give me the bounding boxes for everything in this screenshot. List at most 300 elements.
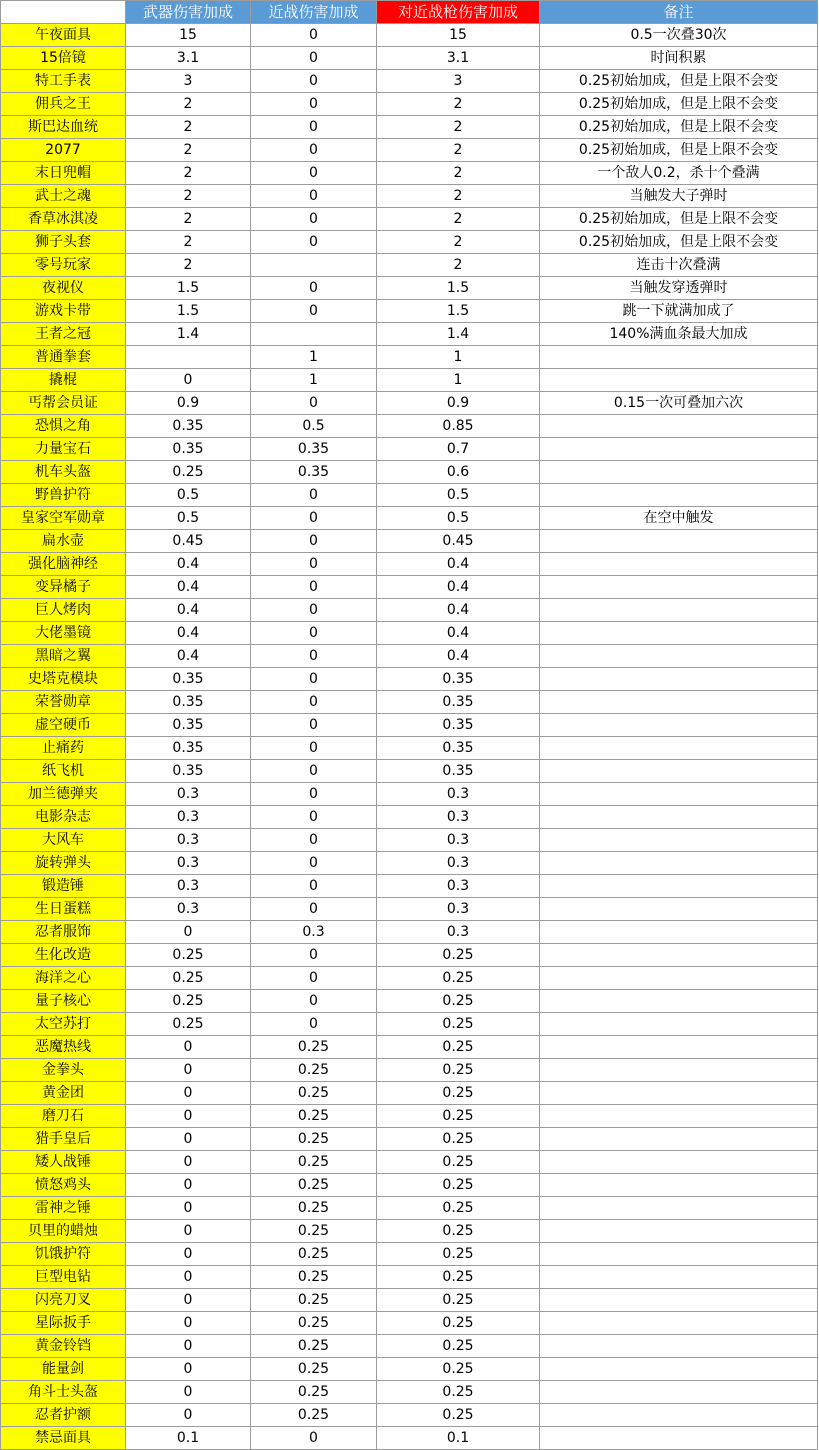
melee-damage-cell[interactable]: 0.25 [251, 1151, 377, 1174]
item-name-cell[interactable]: 贝里的蜡烛 [1, 1220, 126, 1243]
gun-melee-damage-cell[interactable]: 2 [377, 208, 540, 231]
item-name-cell[interactable]: 野兽护符 [1, 484, 126, 507]
melee-damage-cell[interactable]: 0 [251, 24, 377, 47]
note-cell[interactable] [540, 1427, 818, 1450]
header-weapon-damage[interactable]: 武器伤害加成 [126, 1, 251, 24]
item-name-cell[interactable]: 矮人战锤 [1, 1151, 126, 1174]
gun-melee-damage-cell[interactable]: 0.25 [377, 1151, 540, 1174]
gun-melee-damage-cell[interactable]: 2 [377, 231, 540, 254]
melee-damage-cell[interactable]: 0 [251, 806, 377, 829]
gun-melee-damage-cell[interactable]: 0.7 [377, 438, 540, 461]
note-cell[interactable] [540, 438, 818, 461]
item-name-cell[interactable]: 恶魔热线 [1, 1036, 126, 1059]
note-cell[interactable]: 0.15一次可叠加六次 [540, 392, 818, 415]
weapon-damage-cell[interactable]: 0.3 [126, 806, 251, 829]
note-cell[interactable]: 当触发大子弹时 [540, 185, 818, 208]
item-name-cell[interactable]: 量子核心 [1, 990, 126, 1013]
gun-melee-damage-cell[interactable]: 0.4 [377, 645, 540, 668]
item-name-cell[interactable]: 忍者服饰 [1, 921, 126, 944]
gun-melee-damage-cell[interactable]: 0.3 [377, 875, 540, 898]
gun-melee-damage-cell[interactable]: 0.25 [377, 1312, 540, 1335]
note-cell[interactable]: 140%满血条最大加成 [540, 323, 818, 346]
item-name-cell[interactable]: 史塔克模块 [1, 668, 126, 691]
item-name-cell[interactable]: 大风车 [1, 829, 126, 852]
weapon-damage-cell[interactable]: 2 [126, 254, 251, 277]
melee-damage-cell[interactable]: 0 [251, 484, 377, 507]
gun-melee-damage-cell[interactable]: 2 [377, 185, 540, 208]
weapon-damage-cell[interactable]: 0 [126, 1059, 251, 1082]
gun-melee-damage-cell[interactable]: 0.25 [377, 1036, 540, 1059]
gun-melee-damage-cell[interactable]: 0.25 [377, 1128, 540, 1151]
item-name-cell[interactable]: 皇家空军勋章 [1, 507, 126, 530]
note-cell[interactable] [540, 1013, 818, 1036]
item-name-cell[interactable]: 星际扳手 [1, 1312, 126, 1335]
melee-damage-cell[interactable]: 0.25 [251, 1404, 377, 1427]
note-cell[interactable] [540, 1312, 818, 1335]
item-name-cell[interactable]: 丐帮会员证 [1, 392, 126, 415]
gun-melee-damage-cell[interactable]: 1 [377, 346, 540, 369]
item-name-cell[interactable]: 佣兵之王 [1, 93, 126, 116]
gun-melee-damage-cell[interactable]: 0.25 [377, 1174, 540, 1197]
melee-damage-cell[interactable]: 0.25 [251, 1335, 377, 1358]
weapon-damage-cell[interactable]: 0.25 [126, 461, 251, 484]
melee-damage-cell[interactable]: 0 [251, 139, 377, 162]
weapon-damage-cell[interactable]: 0 [126, 1335, 251, 1358]
note-cell[interactable] [540, 967, 818, 990]
gun-melee-damage-cell[interactable]: 0.6 [377, 461, 540, 484]
melee-damage-cell[interactable]: 0.25 [251, 1243, 377, 1266]
weapon-damage-cell[interactable]: 0 [126, 369, 251, 392]
note-cell[interactable] [540, 1404, 818, 1427]
gun-melee-damage-cell[interactable]: 0.25 [377, 1243, 540, 1266]
gun-melee-damage-cell[interactable]: 0.35 [377, 737, 540, 760]
note-cell[interactable] [540, 783, 818, 806]
melee-damage-cell[interactable]: 0 [251, 93, 377, 116]
item-name-cell[interactable]: 雷神之锤 [1, 1197, 126, 1220]
melee-damage-cell[interactable]: 0 [251, 829, 377, 852]
melee-damage-cell[interactable]: 0.25 [251, 1220, 377, 1243]
gun-melee-damage-cell[interactable]: 0.9 [377, 392, 540, 415]
note-cell[interactable] [540, 898, 818, 921]
note-cell[interactable] [540, 1105, 818, 1128]
note-cell[interactable]: 0.25初始加成，但是上限不会变 [540, 208, 818, 231]
item-name-cell[interactable]: 末日兜帽 [1, 162, 126, 185]
header-note[interactable]: 备注 [540, 1, 818, 24]
item-name-cell[interactable]: 武士之魂 [1, 185, 126, 208]
gun-melee-damage-cell[interactable]: 0.25 [377, 1197, 540, 1220]
gun-melee-damage-cell[interactable]: 2 [377, 162, 540, 185]
note-cell[interactable] [540, 1082, 818, 1105]
weapon-damage-cell[interactable]: 2 [126, 208, 251, 231]
item-name-cell[interactable]: 巨人烤肉 [1, 599, 126, 622]
note-cell[interactable]: 0.25初始加成，但是上限不会变 [540, 70, 818, 93]
weapon-damage-cell[interactable]: 2 [126, 139, 251, 162]
weapon-damage-cell[interactable]: 0.35 [126, 438, 251, 461]
weapon-damage-cell[interactable]: 2 [126, 185, 251, 208]
weapon-damage-cell[interactable]: 0.3 [126, 875, 251, 898]
weapon-damage-cell[interactable]: 0.25 [126, 967, 251, 990]
note-cell[interactable] [540, 921, 818, 944]
gun-melee-damage-cell[interactable]: 0.1 [377, 1427, 540, 1450]
gun-melee-damage-cell[interactable]: 1.4 [377, 323, 540, 346]
note-cell[interactable] [540, 944, 818, 967]
gun-melee-damage-cell[interactable]: 0.4 [377, 576, 540, 599]
melee-damage-cell[interactable]: 0.25 [251, 1174, 377, 1197]
note-cell[interactable] [540, 829, 818, 852]
note-cell[interactable]: 0.25初始加成，但是上限不会变 [540, 231, 818, 254]
weapon-damage-cell[interactable]: 0 [126, 1289, 251, 1312]
weapon-damage-cell[interactable]: 0.3 [126, 852, 251, 875]
item-name-cell[interactable]: 闪亮刀叉 [1, 1289, 126, 1312]
melee-damage-cell[interactable]: 0 [251, 737, 377, 760]
weapon-damage-cell[interactable]: 15 [126, 24, 251, 47]
melee-damage-cell[interactable]: 0 [251, 622, 377, 645]
gun-melee-damage-cell[interactable]: 0.35 [377, 714, 540, 737]
item-name-cell[interactable]: 加兰德弹夹 [1, 783, 126, 806]
item-name-cell[interactable]: 荣誉勋章 [1, 691, 126, 714]
item-name-cell[interactable]: 15倍镜 [1, 47, 126, 70]
melee-damage-cell[interactable]: 0 [251, 967, 377, 990]
gun-melee-damage-cell[interactable]: 0.4 [377, 622, 540, 645]
weapon-damage-cell[interactable]: 1.5 [126, 300, 251, 323]
item-name-cell[interactable]: 生日蛋糕 [1, 898, 126, 921]
weapon-damage-cell[interactable]: 0 [126, 1151, 251, 1174]
melee-damage-cell[interactable]: 0.35 [251, 438, 377, 461]
item-name-cell[interactable]: 忍者护额 [1, 1404, 126, 1427]
note-cell[interactable] [540, 691, 818, 714]
gun-melee-damage-cell[interactable]: 0.3 [377, 898, 540, 921]
melee-damage-cell[interactable]: 0 [251, 185, 377, 208]
melee-damage-cell[interactable]: 0.25 [251, 1381, 377, 1404]
gun-melee-damage-cell[interactable]: 0.25 [377, 1059, 540, 1082]
gun-melee-damage-cell[interactable]: 0.25 [377, 1266, 540, 1289]
weapon-damage-cell[interactable]: 0.5 [126, 507, 251, 530]
weapon-damage-cell[interactable]: 3.1 [126, 47, 251, 70]
item-name-cell[interactable]: 撬棍 [1, 369, 126, 392]
gun-melee-damage-cell[interactable]: 0.25 [377, 1082, 540, 1105]
melee-damage-cell[interactable]: 0 [251, 714, 377, 737]
item-name-cell[interactable]: 2077 [1, 139, 126, 162]
melee-damage-cell[interactable]: 0 [251, 208, 377, 231]
note-cell[interactable] [540, 714, 818, 737]
weapon-damage-cell[interactable]: 0 [126, 1404, 251, 1427]
gun-melee-damage-cell[interactable]: 0.35 [377, 691, 540, 714]
weapon-damage-cell[interactable]: 0 [126, 1105, 251, 1128]
note-cell[interactable] [540, 530, 818, 553]
item-name-cell[interactable]: 旋转弹头 [1, 852, 126, 875]
item-name-cell[interactable]: 海洋之心 [1, 967, 126, 990]
note-cell[interactable] [540, 553, 818, 576]
weapon-damage-cell[interactable]: 0.45 [126, 530, 251, 553]
weapon-damage-cell[interactable]: 0.4 [126, 576, 251, 599]
note-cell[interactable] [540, 1197, 818, 1220]
weapon-damage-cell[interactable]: 0 [126, 1197, 251, 1220]
gun-melee-damage-cell[interactable]: 0.25 [377, 1013, 540, 1036]
weapon-damage-cell[interactable]: 0 [126, 1243, 251, 1266]
melee-damage-cell[interactable]: 0.25 [251, 1036, 377, 1059]
item-name-cell[interactable]: 夜视仪 [1, 277, 126, 300]
item-name-cell[interactable]: 太空苏打 [1, 1013, 126, 1036]
weapon-damage-cell[interactable]: 3 [126, 70, 251, 93]
note-cell[interactable] [540, 346, 818, 369]
item-name-cell[interactable]: 禁忌面具 [1, 1427, 126, 1450]
melee-damage-cell[interactable]: 0.25 [251, 1312, 377, 1335]
weapon-damage-cell[interactable]: 0 [126, 921, 251, 944]
gun-melee-damage-cell[interactable]: 15 [377, 24, 540, 47]
note-cell[interactable]: 0.25初始加成，但是上限不会变 [540, 139, 818, 162]
gun-melee-damage-cell[interactable]: 0.25 [377, 1381, 540, 1404]
note-cell[interactable] [540, 1289, 818, 1312]
note-cell[interactable]: 连击十次叠满 [540, 254, 818, 277]
item-name-cell[interactable]: 普通拳套 [1, 346, 126, 369]
item-name-cell[interactable]: 强化脑神经 [1, 553, 126, 576]
item-name-cell[interactable]: 巨型电钻 [1, 1266, 126, 1289]
item-name-cell[interactable]: 角斗士头盔 [1, 1381, 126, 1404]
melee-damage-cell[interactable]: 0.25 [251, 1082, 377, 1105]
melee-damage-cell[interactable]: 0.5 [251, 415, 377, 438]
weapon-damage-cell[interactable]: 0.35 [126, 760, 251, 783]
weapon-damage-cell[interactable]: 0.1 [126, 1427, 251, 1450]
corner-cell[interactable] [1, 1, 126, 24]
weapon-damage-cell[interactable]: 0 [126, 1128, 251, 1151]
weapon-damage-cell[interactable]: 0.3 [126, 898, 251, 921]
item-name-cell[interactable]: 大佬墨镜 [1, 622, 126, 645]
weapon-damage-cell[interactable]: 0.25 [126, 944, 251, 967]
note-cell[interactable]: 0.5一次叠30次 [540, 24, 818, 47]
note-cell[interactable]: 0.25初始加成，但是上限不会变 [540, 93, 818, 116]
melee-damage-cell[interactable]: 0.3 [251, 921, 377, 944]
gun-melee-damage-cell[interactable]: 0.3 [377, 829, 540, 852]
item-name-cell[interactable]: 生化改造 [1, 944, 126, 967]
gun-melee-damage-cell[interactable]: 0.3 [377, 852, 540, 875]
melee-damage-cell[interactable]: 0.25 [251, 1105, 377, 1128]
melee-damage-cell[interactable]: 0 [251, 852, 377, 875]
note-cell[interactable] [540, 668, 818, 691]
melee-damage-cell[interactable]: 0 [251, 760, 377, 783]
note-cell[interactable]: 在空中触发 [540, 507, 818, 530]
item-name-cell[interactable]: 午夜面具 [1, 24, 126, 47]
melee-damage-cell[interactable]: 1 [251, 369, 377, 392]
weapon-damage-cell[interactable]: 0.35 [126, 415, 251, 438]
melee-damage-cell[interactable]: 0 [251, 116, 377, 139]
item-name-cell[interactable]: 香草冰淇凌 [1, 208, 126, 231]
weapon-damage-cell[interactable]: 0.3 [126, 829, 251, 852]
gun-melee-damage-cell[interactable]: 2 [377, 139, 540, 162]
weapon-damage-cell[interactable]: 0 [126, 1312, 251, 1335]
gun-melee-damage-cell[interactable]: 0.4 [377, 553, 540, 576]
item-name-cell[interactable]: 猎手皇后 [1, 1128, 126, 1151]
note-cell[interactable] [540, 760, 818, 783]
melee-damage-cell[interactable]: 0 [251, 875, 377, 898]
weapon-damage-cell[interactable]: 0.3 [126, 783, 251, 806]
gun-melee-damage-cell[interactable]: 1 [377, 369, 540, 392]
gun-melee-damage-cell[interactable]: 0.25 [377, 1289, 540, 1312]
melee-damage-cell[interactable]: 0.25 [251, 1128, 377, 1151]
weapon-damage-cell[interactable]: 0.9 [126, 392, 251, 415]
note-cell[interactable] [540, 1128, 818, 1151]
item-name-cell[interactable]: 游戏卡带 [1, 300, 126, 323]
gun-melee-damage-cell[interactable]: 2 [377, 93, 540, 116]
gun-melee-damage-cell[interactable]: 0.3 [377, 783, 540, 806]
weapon-damage-cell[interactable]: 0.4 [126, 645, 251, 668]
note-cell[interactable]: 当触发穿透弹时 [540, 277, 818, 300]
melee-damage-cell[interactable]: 0 [251, 162, 377, 185]
item-name-cell[interactable]: 特工手表 [1, 70, 126, 93]
gun-melee-damage-cell[interactable]: 1.5 [377, 277, 540, 300]
melee-damage-cell[interactable]: 0 [251, 530, 377, 553]
weapon-damage-cell[interactable]: 0.5 [126, 484, 251, 507]
note-cell[interactable] [540, 1036, 818, 1059]
note-cell[interactable] [540, 461, 818, 484]
melee-damage-cell[interactable]: 0 [251, 553, 377, 576]
item-name-cell[interactable]: 止痛药 [1, 737, 126, 760]
item-name-cell[interactable]: 愤怒鸡头 [1, 1174, 126, 1197]
item-name-cell[interactable]: 零号玩家 [1, 254, 126, 277]
item-name-cell[interactable]: 金拳头 [1, 1059, 126, 1082]
gun-melee-damage-cell[interactable]: 0.25 [377, 967, 540, 990]
weapon-damage-cell[interactable]: 0.35 [126, 737, 251, 760]
weapon-damage-cell[interactable]: 0.35 [126, 668, 251, 691]
note-cell[interactable] [540, 599, 818, 622]
weapon-damage-cell[interactable]: 0 [126, 1174, 251, 1197]
note-cell[interactable]: 一个敌人0.2，杀十个叠满 [540, 162, 818, 185]
gun-melee-damage-cell[interactable]: 0.25 [377, 1358, 540, 1381]
gun-melee-damage-cell[interactable]: 0.35 [377, 760, 540, 783]
gun-melee-damage-cell[interactable]: 0.5 [377, 507, 540, 530]
item-name-cell[interactable]: 斯巴达血统 [1, 116, 126, 139]
item-name-cell[interactable]: 饥饿护符 [1, 1243, 126, 1266]
weapon-damage-cell[interactable]: 2 [126, 231, 251, 254]
note-cell[interactable] [540, 576, 818, 599]
melee-damage-cell[interactable]: 0.25 [251, 1266, 377, 1289]
melee-damage-cell[interactable]: 0 [251, 691, 377, 714]
note-cell[interactable] [540, 1151, 818, 1174]
gun-melee-damage-cell[interactable]: 2 [377, 254, 540, 277]
melee-damage-cell[interactable] [251, 254, 377, 277]
gun-melee-damage-cell[interactable]: 0.85 [377, 415, 540, 438]
melee-damage-cell[interactable] [251, 323, 377, 346]
note-cell[interactable] [540, 852, 818, 875]
gun-melee-damage-cell[interactable]: 0.5 [377, 484, 540, 507]
gun-melee-damage-cell[interactable]: 0.35 [377, 668, 540, 691]
gun-melee-damage-cell[interactable]: 0.25 [377, 1404, 540, 1427]
weapon-damage-cell[interactable]: 0 [126, 1036, 251, 1059]
note-cell[interactable] [540, 1059, 818, 1082]
weapon-damage-cell[interactable]: 2 [126, 116, 251, 139]
melee-damage-cell[interactable]: 0 [251, 944, 377, 967]
note-cell[interactable] [540, 875, 818, 898]
item-name-cell[interactable]: 扁水壶 [1, 530, 126, 553]
melee-damage-cell[interactable]: 0 [251, 576, 377, 599]
gun-melee-damage-cell[interactable]: 0.25 [377, 1220, 540, 1243]
weapon-damage-cell[interactable]: 0.25 [126, 1013, 251, 1036]
weapon-damage-cell[interactable]: 1.4 [126, 323, 251, 346]
gun-melee-damage-cell[interactable]: 0.25 [377, 990, 540, 1013]
gun-melee-damage-cell[interactable]: 0.25 [377, 944, 540, 967]
melee-damage-cell[interactable]: 0.35 [251, 461, 377, 484]
item-name-cell[interactable]: 狮子头套 [1, 231, 126, 254]
weapon-damage-cell[interactable]: 0.4 [126, 599, 251, 622]
note-cell[interactable]: 时间积累 [540, 47, 818, 70]
note-cell[interactable] [540, 415, 818, 438]
weapon-damage-cell[interactable]: 0 [126, 1381, 251, 1404]
gun-melee-damage-cell[interactable]: 0.25 [377, 1335, 540, 1358]
note-cell[interactable] [540, 1358, 818, 1381]
melee-damage-cell[interactable]: 0 [251, 1013, 377, 1036]
note-cell[interactable] [540, 1243, 818, 1266]
gun-melee-damage-cell[interactable]: 0.45 [377, 530, 540, 553]
note-cell[interactable] [540, 622, 818, 645]
melee-damage-cell[interactable]: 0 [251, 47, 377, 70]
gun-melee-damage-cell[interactable]: 3.1 [377, 47, 540, 70]
item-name-cell[interactable]: 电影杂志 [1, 806, 126, 829]
header-gun-melee-damage[interactable]: 对近战枪伤害加成 [377, 1, 540, 24]
weapon-damage-cell[interactable]: 0.35 [126, 714, 251, 737]
melee-damage-cell[interactable]: 0.25 [251, 1059, 377, 1082]
melee-damage-cell[interactable]: 0 [251, 783, 377, 806]
gun-melee-damage-cell[interactable]: 2 [377, 116, 540, 139]
note-cell[interactable] [540, 484, 818, 507]
melee-damage-cell[interactable]: 0 [251, 231, 377, 254]
item-name-cell[interactable]: 力量宝石 [1, 438, 126, 461]
note-cell[interactable] [540, 1381, 818, 1404]
melee-damage-cell[interactable]: 0 [251, 1427, 377, 1450]
melee-damage-cell[interactable]: 0 [251, 898, 377, 921]
item-name-cell[interactable]: 王者之冠 [1, 323, 126, 346]
melee-damage-cell[interactable]: 0.25 [251, 1289, 377, 1312]
note-cell[interactable] [540, 369, 818, 392]
note-cell[interactable] [540, 806, 818, 829]
item-name-cell[interactable]: 黄金铃铛 [1, 1335, 126, 1358]
note-cell[interactable] [540, 1335, 818, 1358]
weapon-damage-cell[interactable]: 0 [126, 1358, 251, 1381]
weapon-damage-cell[interactable]: 1.5 [126, 277, 251, 300]
item-name-cell[interactable]: 黑暗之翼 [1, 645, 126, 668]
melee-damage-cell[interactable]: 0 [251, 990, 377, 1013]
gun-melee-damage-cell[interactable]: 3 [377, 70, 540, 93]
gun-melee-damage-cell[interactable]: 1.5 [377, 300, 540, 323]
weapon-damage-cell[interactable]: 0 [126, 1220, 251, 1243]
melee-damage-cell[interactable]: 0.25 [251, 1358, 377, 1381]
note-cell[interactable] [540, 1266, 818, 1289]
note-cell[interactable] [540, 645, 818, 668]
item-name-cell[interactable]: 黄金团 [1, 1082, 126, 1105]
weapon-damage-cell[interactable]: 0 [126, 1082, 251, 1105]
melee-damage-cell[interactable]: 0 [251, 668, 377, 691]
note-cell[interactable] [540, 737, 818, 760]
weapon-damage-cell[interactable]: 0.4 [126, 622, 251, 645]
gun-melee-damage-cell[interactable]: 0.3 [377, 806, 540, 829]
melee-damage-cell[interactable]: 0 [251, 392, 377, 415]
item-name-cell[interactable]: 纸飞机 [1, 760, 126, 783]
melee-damage-cell[interactable]: 0 [251, 70, 377, 93]
item-name-cell[interactable]: 磨刀石 [1, 1105, 126, 1128]
melee-damage-cell[interactable]: 0 [251, 507, 377, 530]
note-cell[interactable]: 跳一下就满加成了 [540, 300, 818, 323]
weapon-damage-cell[interactable]: 0.35 [126, 691, 251, 714]
header-melee-damage[interactable]: 近战伤害加成 [251, 1, 377, 24]
note-cell[interactable]: 0.25初始加成，但是上限不会变 [540, 116, 818, 139]
item-name-cell[interactable]: 虚空硬币 [1, 714, 126, 737]
gun-melee-damage-cell[interactable]: 0.4 [377, 599, 540, 622]
weapon-damage-cell[interactable]: 2 [126, 93, 251, 116]
item-name-cell[interactable]: 恐惧之角 [1, 415, 126, 438]
weapon-damage-cell[interactable]: 0.25 [126, 990, 251, 1013]
weapon-damage-cell[interactable]: 0 [126, 1266, 251, 1289]
melee-damage-cell[interactable]: 0 [251, 599, 377, 622]
weapon-damage-cell[interactable] [126, 346, 251, 369]
melee-damage-cell[interactable]: 0 [251, 300, 377, 323]
